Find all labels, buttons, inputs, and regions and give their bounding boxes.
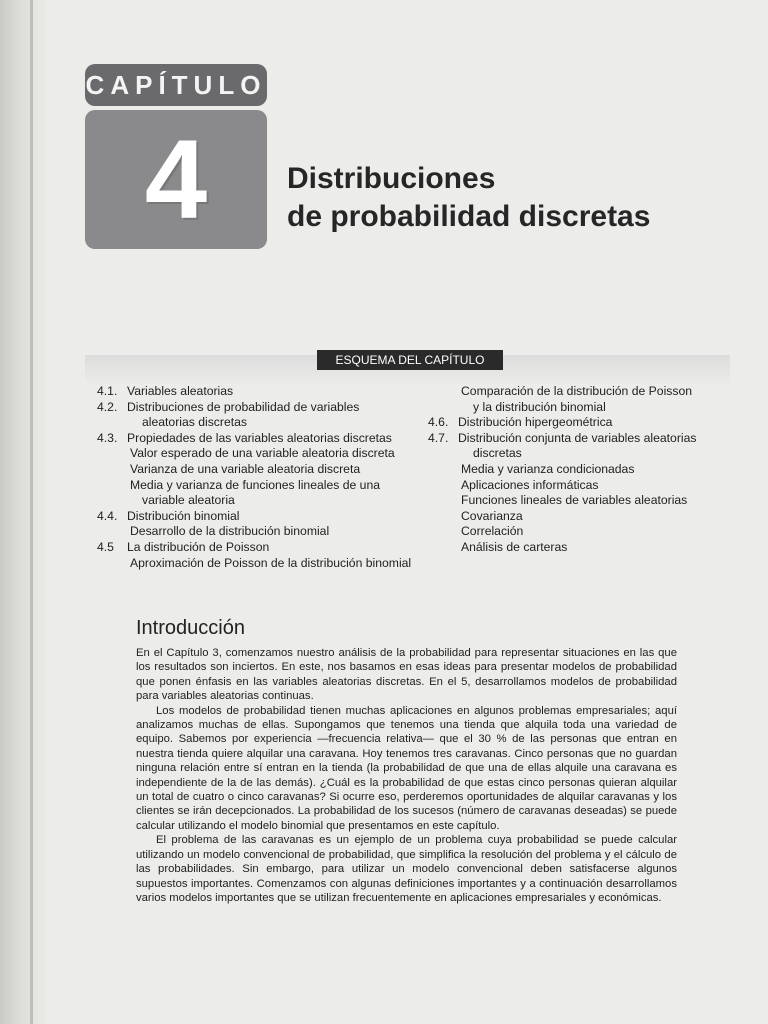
chapter-number: 4 xyxy=(144,117,208,242)
intro-heading: Introducción xyxy=(136,617,245,639)
outline-item xyxy=(428,384,728,400)
outline-item xyxy=(428,462,728,478)
outline-item xyxy=(97,446,437,462)
outline-item-text: Distribución binomial xyxy=(127,508,240,523)
outline-item-text: La distribución de Poisson xyxy=(127,539,270,554)
outline-item-text: aleatorias discretas xyxy=(142,415,247,430)
outline-item-text: Distribución conjunta de variables aleatorias xyxy=(458,430,697,445)
outline-item xyxy=(428,540,728,556)
outline-item-text: Análisis de carteras xyxy=(461,539,568,554)
chapter-title-line-2: de probabilidad discretas xyxy=(287,200,651,233)
outline-item xyxy=(428,493,728,509)
outline-item xyxy=(428,446,728,462)
outline-item xyxy=(428,415,728,431)
outline-item xyxy=(428,524,728,540)
binding-line xyxy=(30,0,33,1024)
outline-item xyxy=(428,431,728,447)
outline-item-number: 4.3. xyxy=(97,430,118,445)
outline-item xyxy=(428,400,728,416)
outline-item-text: Aplicaciones informáticas xyxy=(461,477,599,492)
outline-item-text: Valor esperado de una variable aleatoria discreta xyxy=(130,446,395,461)
outline-item xyxy=(97,431,437,447)
outline-item-text: Variables aleatorias xyxy=(127,384,234,398)
outline-item-number: 4.5 xyxy=(97,539,114,554)
page-binding-shadow xyxy=(0,0,46,1024)
outline-item xyxy=(97,540,437,556)
outline-item-text: discretas xyxy=(473,446,522,461)
chapter-title-line-1: Distribuciones xyxy=(287,162,496,195)
outline-item-number: 4.2. xyxy=(97,399,118,414)
outline-item-text: Desarrollo de la distribución binomial xyxy=(130,524,330,539)
outline-item-text: variable aleatoria xyxy=(142,493,235,508)
outline-item xyxy=(97,478,437,494)
outline-item-text: Distribución hipergeométrica xyxy=(458,415,613,430)
outline-header: ESQUEMA DEL CAPÍTULO xyxy=(317,350,503,370)
outline-item-text: Media y varianza de funciones lineales de una xyxy=(130,477,381,492)
intro-paragraph: El problema de las caravanas es un ejemplo de un problema cuya probabilidad se puede calcular utilizando un modelo convencional de probabilidad, que simplifica la resolución del problema y el cálculo de las probabilidades. Sin embargo, para utilizar un modelo convencional deben satisfacerse algunos supuestos importantes. Comenzamos con algunas definiciones importantes y a continuación desarrollamos varios modelos importantes que se utilizan frecuentemente en aplicaciones empresariales y económicas. xyxy=(136,834,677,904)
outline-item-number: 4.6. xyxy=(428,415,449,430)
outline-item-text: Media y varianza condicionadas xyxy=(461,461,635,476)
outline-left-column xyxy=(97,384,437,571)
outline-item xyxy=(97,493,437,509)
outline-right-column xyxy=(428,384,728,556)
outline-item-text: Varianza de una variable aleatoria discreta xyxy=(130,461,361,476)
outline-item-number: 4.7. xyxy=(428,430,449,445)
outline-item xyxy=(97,462,437,478)
outline-item xyxy=(97,509,437,525)
outline-item-text: Comparación de la distribución de Poisson xyxy=(461,384,693,398)
outline-item xyxy=(97,556,437,572)
chapter-number-box xyxy=(85,110,267,249)
outline-item-text: y la distribución binomial xyxy=(473,399,606,414)
outline-item-text: Distribuciones de probabilidad de variables xyxy=(127,399,360,414)
outline-item xyxy=(97,415,437,431)
outline-item-number: 4.1. xyxy=(97,384,118,398)
outline-item-text: Propiedades de las variables aleatorias discretas xyxy=(127,430,392,445)
chapter-title xyxy=(287,160,707,236)
outline-item-text: Correlación xyxy=(461,524,524,539)
outline-item xyxy=(428,509,728,525)
outline-item xyxy=(97,384,437,400)
outline-item xyxy=(97,400,437,416)
intro-paragraph: En el Capítulo 3, comenzamos nuestro análisis de la probabilidad para representar situaciones en las que los resultados son inciertos. En este, nos basamos en esas ideas para presentar modelos de probabilidad que ponen énfasis en las variables aleatorias discretas. En el 5, desarrollamos modelos de probabilidad para variables aleatorias continuas. xyxy=(136,647,677,703)
outline-item-text: Covarianza xyxy=(461,508,523,523)
outline-item-text: Aproximación de Poisson de la distribución binomial xyxy=(130,555,412,570)
outline-item-number: 4.4. xyxy=(97,508,118,523)
chapter-label: CAPÍTULO xyxy=(85,64,267,106)
intro-paragraph: Los modelos de probabilidad tienen muchas aplicaciones en algunos problemas empresariales; aquí analizamos muchas de ellas. Supongamos que tenemos una tienda que alquila toda una variedad de equipo. Sabemos por experiencia —frecuencia relativa— que el 30 % de las personas que entran en nuestra tienda quiere alquilar una caravana. Hoy tenemos tres caravanas. Cinco personas que no guardan ninguna relación entre sí entran en la tienda (la probabilidad de que una de ellas alquile una caravana es independiente de la de las demás). ¿Cuál es la probabilidad de que estas cinco personas quieran alquilar un total de cuatro o cinco caravanas? Si ocurre eso, perderemos oportunidades de alquilar caravanas y los clientes se irán decepcionados. La probabilidad de los sucesos (número de caravanas deseadas) se puede calcular utilizando el modelo binomial que presentamos en este capítulo. xyxy=(136,704,677,832)
intro-body xyxy=(136,646,677,905)
outline-item xyxy=(97,524,437,540)
outline-item-text: Funciones lineales de variables aleatorias xyxy=(461,493,688,508)
outline-item xyxy=(428,478,728,494)
